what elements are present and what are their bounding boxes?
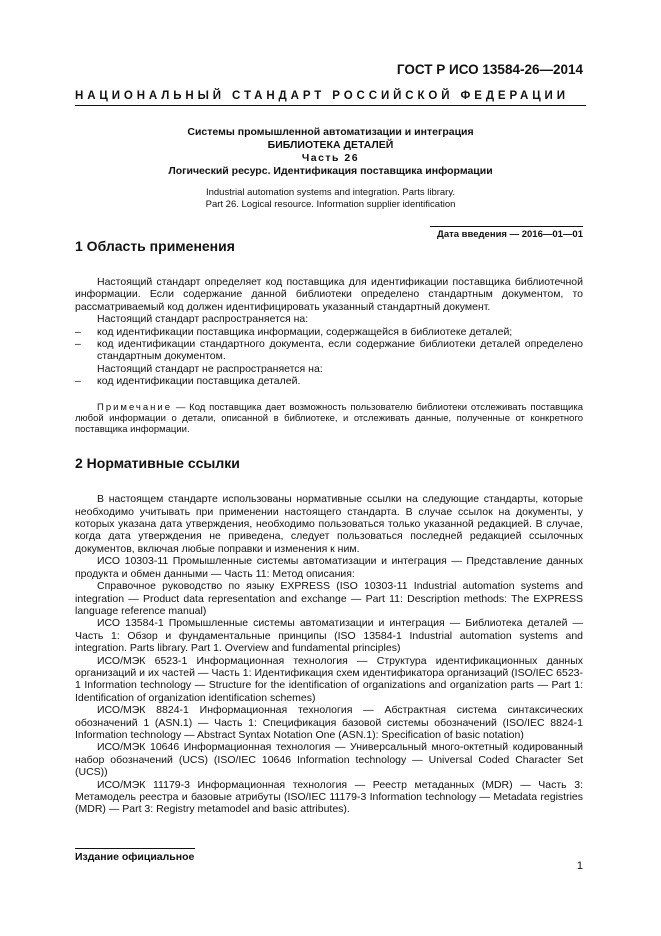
title-en-line2: Part 26. Logical resource. Information supplier identification (205, 199, 456, 210)
section1-paragraph: Настоящий стандарт распространяется на: (97, 313, 309, 326)
title-ru-part: Часть 26 (301, 152, 360, 164)
section2-paragraph: В настоящем стандарте использованы нормативные ссылки на следующие стандарты, которые необходимо учитывать при применении настоящего стандарта. В случае ссылок на документы, у которых указана дата утверждения, необходимо пользоваться только указанной редакцией. В случае, когда дата утверждения не приведена, следует пользоваться последней редакцией ссылочных документов, включая любые поправки и изменения к ним. (75, 493, 583, 555)
intro-date: Дата введения — 2016—01—01 (430, 226, 583, 240)
reference-item: ИСО/МЭК 11179-3 Информационная технология — Реестр метаданных (MDR) — Часть 3: Метамодель реестра и базовые атрибуты (ISO/IEC 11179-3 Information technology — Metadata registries (MDR) — Part 3: Registry metamodel and basic attributes). (75, 778, 583, 816)
reference-item: Справочное руководство по языку EXPRESS (ISO 10303-11 Industrial automation systems and integration — Product data representation and exchange — Part 11: Description methods: The EXPRESS language reference manual) (75, 580, 583, 617)
reference-item: ИСО/МЭК 6523-1 Информационная технология — Структура идентификационных данных организаций и их частей — Часть 1: Идентификация схем идентификатора организаций (ISO/IEC 6523-1 Information technology — Structure for the identification of organizations and organization parts — Part 1: Identification of organization identification schemes) (75, 654, 583, 704)
title-en (75, 187, 586, 211)
reference-item: ИСО 10303-11 Промышленные системы автоматизации и интеграция — Представление данных продукта и обмен данными — Часть 11: Метод описания: (75, 555, 583, 580)
note-text: — Код поставщика дает возможность пользователю библиотеки отслеживать поставщика любой информации о детали, описанной в библиотеке, и отслеживать данные, полученные от конкретного поставщика информации. (75, 401, 583, 436)
note (75, 402, 583, 436)
list-item-text: код идентификации поставщика деталей. (97, 375, 301, 388)
list-item: – код идентификации поставщика информации, содержащейся в библиотеке деталей; (75, 326, 583, 338)
list-item-text: код идентификации стандартного документа, если содержание библиотеки деталей определено стандартным документом. (97, 338, 583, 363)
title-ru-line4: Логический ресурс. Идентификация поставщика информации (168, 165, 493, 177)
list-item-text: код идентификации поставщика информации, содержащейся в библиотеке деталей; (97, 325, 513, 338)
title-ru-line2: БИБЛИОТЕКА ДЕТАЛЕЙ (267, 139, 394, 151)
document-titles (75, 126, 586, 211)
section1-heading: 1 Область применения (75, 238, 235, 254)
list-item: – код идентификации поставщика деталей. (75, 375, 583, 387)
official-edition-label: Издание официальное (75, 848, 195, 863)
section1-paragraph: Настоящий стандарт определяет код поставщика для идентификации поставщика библиотечной информации. Если содержание данной библиотеки определено стандартным документом, то рассматриваемый код должен идентифицировать указанный стандартный документ. (75, 276, 583, 313)
national-standard-title: НАЦИОНАЛЬНЫЙ СТАНДАРТ РОССИЙСКОЙ ФЕДЕРАЦИИ (75, 90, 586, 106)
title-en-line1: Industrial automation systems and integration. Parts library. (205, 187, 456, 198)
note-label: Примечание (97, 401, 172, 413)
section1-paragraph: Настоящий стандарт не распространяется на: (97, 362, 323, 375)
list-item: – код идентификации стандартного документа, если содержание библиотеки деталей определено стандартным документом. (75, 338, 583, 363)
reference-item: ИСО 13584-1 Промышленные системы автоматизации и интеграция — Библиотека деталей — Часть 1: Обзор и фундаментальные принципы (ISO 13584-1 Industrial automation systems and integration. Parts library. Part 1. Overview and fundamental principles) (75, 617, 583, 655)
title-ru-line1: Системы промышленной автоматизации и интеграция (187, 126, 474, 138)
reference-item: ИСО/МЭК 10646 Информационная технология — Универсальный много-октетный кодированный набор обозначений (UCS) (ISO/IEC 10646 Information technology — Universal Coded Character Set (UCS)) (75, 741, 583, 779)
document-body (75, 238, 583, 816)
reference-item: ИСО/МЭК 8824-1 Информационная технология — Абстрактная система синтаксических обозначений 1 (ASN.1) — Часть 1: Спецификация базовой системы обозначений (ISO/IEC 8824-1 Information technology — Abstract Syntax Notation One (ASN.1): Specification of basic notation) (75, 704, 583, 741)
section2-heading: 2 Нормативные ссылки (75, 455, 240, 472)
page-number: 1 (576, 860, 583, 872)
standard-code: ГОСТ Р ИСО 13584-26—2014 (396, 62, 583, 77)
